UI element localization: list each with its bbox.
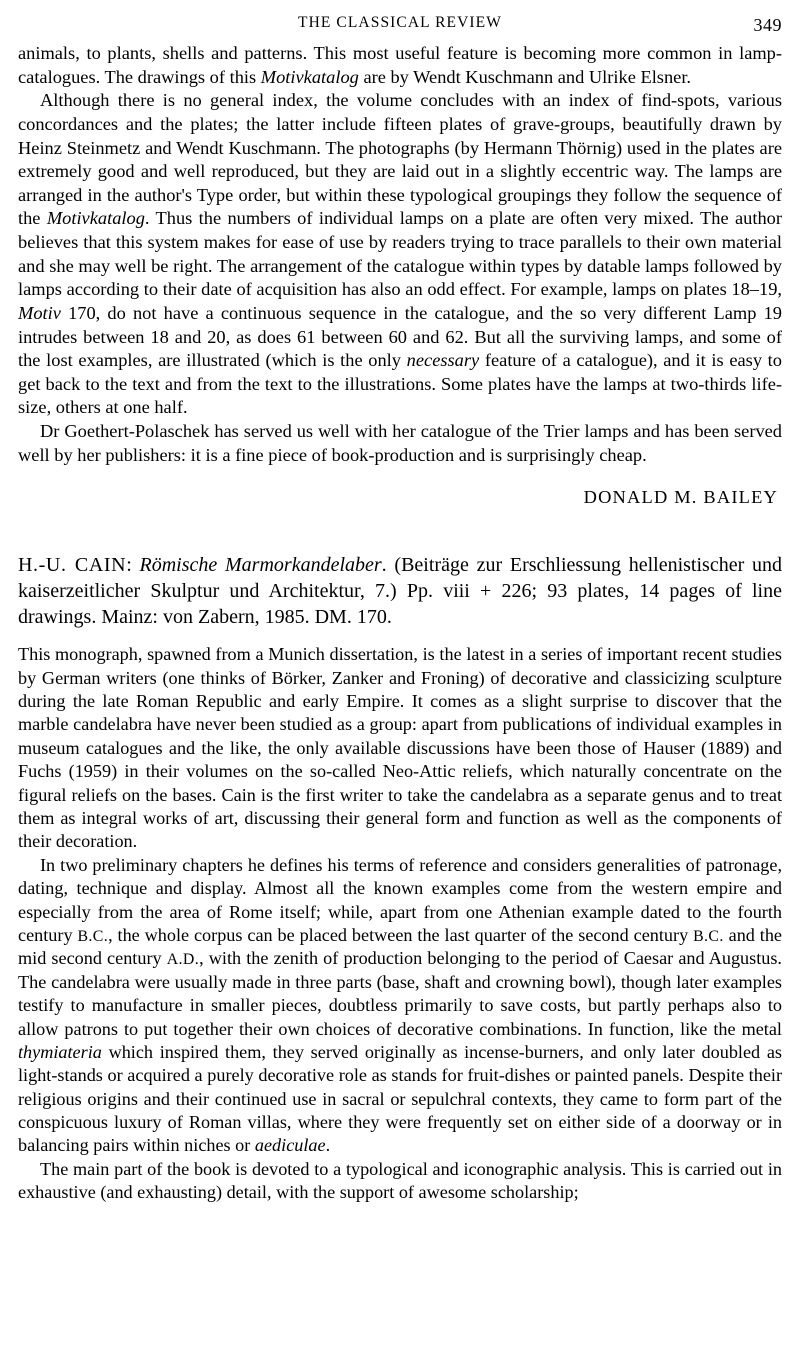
paragraph: Although there is no general index, the volume concludes with an index of find-spots, various concordances and the plates; the latter include fifteen plates of grave-groups, beautifully drawn by Heinz Steinmetz and Wendt Kuschmann. The photographs (by Hermann Thörnig) used in the plates are extremely good and well reproduced, but they are laid out in a slightly eccentric way. The lamps are arranged in the author's Type order, but within these typological groupings they follow the sequence of the Motivkatalog. Thus the numbers of individual lamps on a plate are often very mixed. The author believes that this system makes for ease of use by readers trying to trace parallels to their own material and she may well be right. The arrangement of the catalogue within types by datable lamps followed by lamps according to their date of acquisition has also an odd effect. For example, lamps on plates 18–19, Motiv 170, do not have a continuous sequence in the catalogue, and the so very different Lamp 19 intrudes between 18 and 20, as does 61 between 60 and 62. But all the surviving lamps, and some of the lost examples, are illustrated (which is the only necessary feature of a catalogue), and it is easy to get back to the text and from the text to the illustrations. Some plates have the lamps at two-thirds life-size, others at one half. [18,90,782,418]
paragraph: This monograph, spawned from a Munich dissertation, is the latest in a series of important recent studies by German writers (one thinks of Börker, Zanker and Froning) of decorative and classicizing sculpture during the late Roman Republic and early Empire. It comes as a slight surprise to discover that the marble candelabra have never been studied as a group: apart from publications of individual examples in museum catalogues and the like, the only available discussions have been those of Hauser (1889) and Fuchs (1959) in their volumes on the so-called Neo-Attic reliefs, which naturally concentrate on the figural reliefs on the bases. Cain is the first writer to take the candelabra as a separate genus and to treat them as integral works of art, discussing their general form and function as well as the components of their decoration. [18,644,782,852]
page-number: 349 [753,15,782,35]
paragraph: The main part of the book is devoted to a typological and iconographic analysis. This is carried out in exhaustive (and exhausting) detail, with the support of awesome scholarship; [18,1158,782,1203]
review-author: H.-U. CAIN [18,554,127,577]
paragraph: animals, to plants, shells and patterns. This most useful feature is becoming more common in lamp-catalogues. The drawings of this Motivkatalog are by Wendt Kuschmann and Ulrike Elsner. [18,43,782,87]
heading-separator: : [126,554,132,577]
review-body [18,643,782,1204]
reviewer-signature: DONALD M. BAILEY [583,487,778,508]
journal-title: THE CLASSICAL REVIEW [298,14,502,31]
paragraph: In two preliminary chapters he defines his terms of reference and considers generalities of patronage, dating, technique and display. Almost all the known examples come from the western empire and especially from the area of Rome itself; while, apart from one Athenian example dated to the fourth century B.C., the whole corpus can be placed between the last quarter of the second century B.C. and the mid second century A.D., with the zenith of production belonging to the period of Caesar and Augustus. The candelabra were usually made in three parts (base, shaft and crowning bowl), though later examples testify to manufacture in smaller pieces, doubtless primarily to save costs, but partly perhaps also to allow patrons to put together their own choices of decorative combinations. In function, like the metal thymiateria which inspired them, they served originally as incense-burners, and only later doubled as light-stands or acquired a purely decorative role as stands for fruit-dishes or painted panels. Despite their religious origins and their continued use in sacral or sepulchral contexts, they came to form part of the conspicuous luxury of Roman villas, where they were frequently set on either side of a doorway or in balancing pairs within niches or aediculae. [18,854,782,1156]
continued-article [18,42,782,508]
running-head [18,14,782,36]
review-publication-details: . (Beiträge zur Erschliessung hellenistischer und kaiserzeitlicher Skulptur und Architektur, 7.) Pp. viii + 226; 93 plates, 14 pages of line drawings. Mainz: von Zabern, 1985. DM. 170. [18,554,782,629]
review-book-title: Römische Marmorkandelaber [139,554,382,577]
paragraph: Dr Goethert-Polaschek has served us well with her catalogue of the Trier lamps and has been served well by her publishers: it is a fine piece of book-production and is surprisingly cheap. [18,421,782,465]
review-heading [18,552,782,630]
